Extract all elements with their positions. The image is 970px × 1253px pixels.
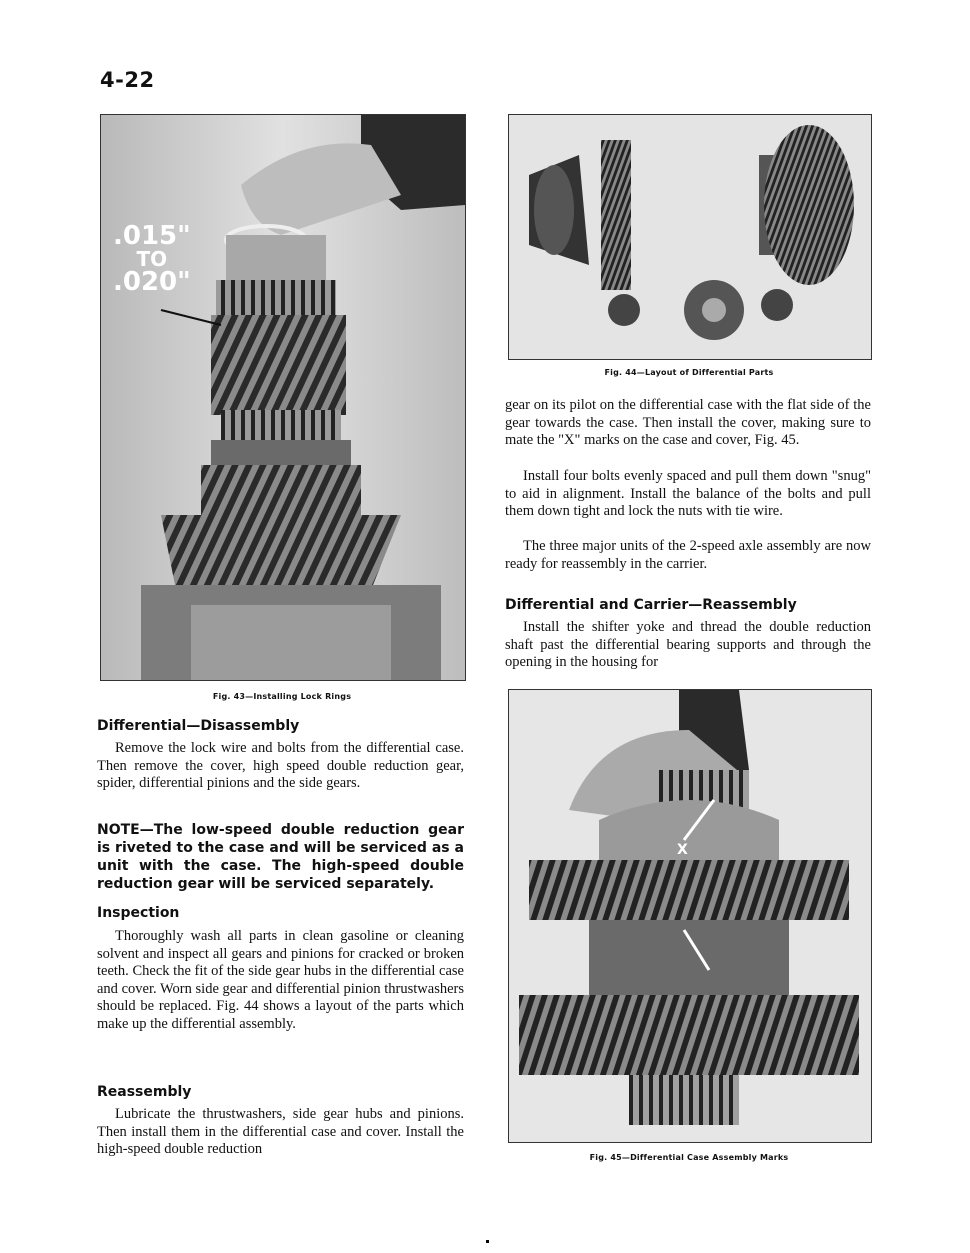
fig45-caption: Fig. 45—Differential Case Assembly Marks: [589, 1153, 789, 1162]
page-number: 4-22: [100, 68, 155, 92]
inspection-paragraph: Thoroughly wash all parts in clean gasoline or cleaning solvent and inspect all gears and pinions for cracked or broken teeth. Check the fit of the side gear hubs in the differential case and cover. Worn side gear and differential pinion thrustwashers should be replaced. Fig. 44 shows a layout of the parts which make up the differential assembly.: [97, 928, 464, 1032]
gap-to-text: TO: [136, 247, 168, 271]
reassembly-continued-paragraph: gear on its pilot on the differential case with the flat side of the gear towards the case. Then install the cover, making sure to mate the "X" marks on the case and cover, Fig. 45.: [505, 397, 871, 449]
fig44-photo: [508, 114, 872, 360]
x-mark-text: X: [677, 842, 688, 858]
inspection-heading: Inspection: [97, 905, 180, 921]
fig44-caption: Fig. 44—Layout of Differential Parts: [604, 368, 774, 377]
disassembly-paragraph: Remove the lock wire and bolts from the differential case. Then remove the cover, high speed double reduction gear, spider, differential pinions and the side gears.: [97, 740, 464, 792]
bolts-paragraph: Install four bolts evenly spaced and pull them down "snug" to aid in alignment. Install the balance of the bolts and pull them down tight and lock the nuts with tie wire.: [505, 468, 871, 520]
gear-shaft-illustration: [101, 115, 465, 680]
reassembly-paragraph: Lubricate the thrustwashers, side gear hubs and pinions. Then install them in the differential case and cover. Install the high-speed double reduction: [97, 1106, 464, 1158]
carrier-reassembly-paragraph: Install the shifter yoke and thread the double reduction shaft past the differential bearing supports and through the opening in the housing for: [505, 619, 871, 671]
fig45-photo: [508, 689, 872, 1143]
disassembly-heading: Differential—Disassembly: [97, 718, 300, 734]
page-mark: [486, 1240, 489, 1243]
fig43-photo: [100, 114, 466, 681]
gap-min-text: .015": [113, 221, 191, 251]
gap-max-text: .020": [113, 267, 191, 297]
feeler-gap-label: [113, 223, 191, 295]
reassembly-heading: Reassembly: [97, 1084, 192, 1100]
carrier-reassembly-heading: Differential and Carrier—Reassembly: [505, 597, 797, 613]
note-paragraph: NOTE—The low-speed double reduction gear is riveted to the case and will be serviced as a unit with the case. The high-speed double reduction gear will be serviced separately.: [97, 822, 464, 892]
units-paragraph: The three major units of the 2-speed axle assembly are now ready for reassembly in the carrier.: [505, 538, 871, 572]
case-assembly-illustration: [509, 690, 871, 1142]
differential-parts-illustration: [509, 115, 871, 359]
fig43-caption: Fig. 43—Installing Lock Rings: [212, 692, 352, 701]
